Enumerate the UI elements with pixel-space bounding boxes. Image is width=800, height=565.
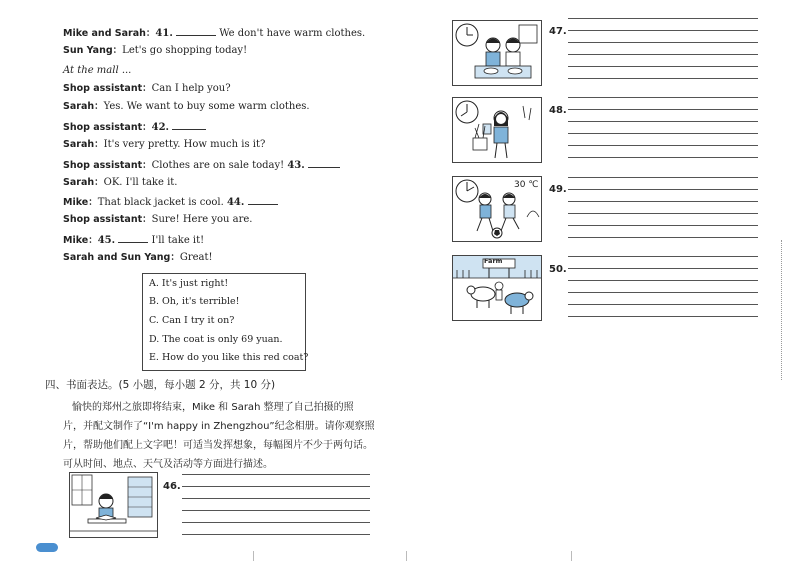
writing-line[interactable] <box>182 486 370 487</box>
dialogue-line-11: Mike：45. I'll take it! <box>63 232 204 247</box>
writing-line[interactable] <box>568 121 758 122</box>
temperature-label: 30 ℃ <box>514 180 539 190</box>
writing-line[interactable] <box>568 237 758 238</box>
dialogue-line-2: Sun Yang：Let's go shopping today! <box>63 45 248 56</box>
dialogue-line-4: Sarah：Yes. We want to buy some warm clothes. <box>63 101 310 112</box>
scene-note: At the mall ... <box>63 65 132 76</box>
dialogue-line-6: Sarah：It's very pretty. How much is it? <box>63 139 266 150</box>
binding-line <box>781 240 783 380</box>
picture-47-kids-eating <box>452 20 542 86</box>
writing-line[interactable] <box>568 268 758 269</box>
option-d: D. The coat is only 69 yuan. <box>149 334 283 345</box>
section-paragraph-2: 片，并配文制作了“I'm happy in Zhengzhou”纪念相册。请你观察照 <box>63 421 375 432</box>
question-48-number: 48. <box>549 105 567 116</box>
section-paragraph-1: 愉快的郑州之旅即将结束，Mike 和 Sarah 整理了自己拍摄的照 <box>72 402 354 413</box>
writing-line[interactable] <box>568 66 758 67</box>
writing-line[interactable] <box>568 201 758 202</box>
page-edge-mark <box>253 551 254 561</box>
answer-blank-44[interactable] <box>248 194 278 205</box>
picture-48-girl-with-flowers <box>452 97 542 163</box>
dialogue-line-9: Mike：That black jacket is cool. 44. <box>63 194 278 209</box>
answer-blank-43[interactable] <box>308 157 340 168</box>
writing-line[interactable] <box>568 54 758 55</box>
writing-line[interactable] <box>568 42 758 43</box>
option-e: E. How do you like this red coat? <box>149 352 309 363</box>
writing-line[interactable] <box>568 256 758 257</box>
writing-line[interactable] <box>182 534 370 535</box>
question-49-number: 49. <box>549 184 567 195</box>
writing-line[interactable] <box>568 145 758 146</box>
options-box <box>142 273 309 371</box>
picture-46-girl-reading <box>69 472 158 538</box>
writing-line[interactable] <box>568 304 758 305</box>
question-50-number: 50. <box>549 264 567 275</box>
option-b: B. Oh, it's terrible! <box>149 296 240 307</box>
writing-line[interactable] <box>568 30 758 31</box>
writing-line[interactable] <box>182 474 370 475</box>
writing-line[interactable] <box>568 189 758 190</box>
section-paragraph-3: 片，帮助他们配上文字吧！可适当发挥想象，每幅图片不少于两句话。 <box>63 440 373 451</box>
writing-line[interactable] <box>568 18 758 19</box>
writing-line[interactable] <box>568 213 758 214</box>
writing-line[interactable] <box>568 157 758 158</box>
writing-line[interactable] <box>568 177 758 178</box>
option-a: A. It's just right! <box>149 278 229 289</box>
dialogue-line-5: Shop assistant：42. <box>63 119 206 134</box>
answer-blank-41[interactable] <box>176 25 216 36</box>
writing-line[interactable] <box>182 498 370 499</box>
answer-blank-45[interactable] <box>118 232 148 243</box>
dialogue-line-1: Mike and Sarah：41. We don't have warm clothes. <box>63 25 365 40</box>
question-47-number: 47. <box>549 26 567 37</box>
writing-line[interactable] <box>182 510 370 511</box>
writing-line[interactable] <box>568 280 758 281</box>
section-paragraph-4: 可从时间、地点、天气及活动等方面进行描述。 <box>63 459 273 470</box>
writing-line[interactable] <box>568 316 758 317</box>
dialogue-line-3: Shop assistant：Can I help you? <box>63 83 231 94</box>
farm-sign-text: Farm <box>484 257 503 265</box>
page-edge-mark <box>571 551 572 561</box>
page-edge-mark <box>406 551 407 561</box>
writing-line[interactable] <box>568 292 758 293</box>
dialogue-line-10: Shop assistant：Sure! Here you are. <box>63 214 253 225</box>
dialogue-line-8: Sarah：OK. I'll take it. <box>63 177 178 188</box>
option-c: C. Can I try it on? <box>149 315 235 326</box>
answer-blank-42[interactable] <box>172 119 206 130</box>
page-number-tab <box>36 543 58 552</box>
dialogue-line-12: Sarah and Sun Yang：Great! <box>63 252 213 263</box>
section-title: 四、书面表达。(5 小题，每小题 2 分，共 10 分) <box>45 379 276 391</box>
writing-line[interactable] <box>568 133 758 134</box>
question-46-number: 46. <box>163 481 181 492</box>
writing-line[interactable] <box>568 109 758 110</box>
writing-line[interactable] <box>182 522 370 523</box>
writing-line[interactable] <box>568 225 758 226</box>
writing-line[interactable] <box>568 97 758 98</box>
dialogue-line-7: Shop assistant：Clothes are on sale today! 43. <box>63 157 340 172</box>
writing-line[interactable] <box>568 78 758 79</box>
